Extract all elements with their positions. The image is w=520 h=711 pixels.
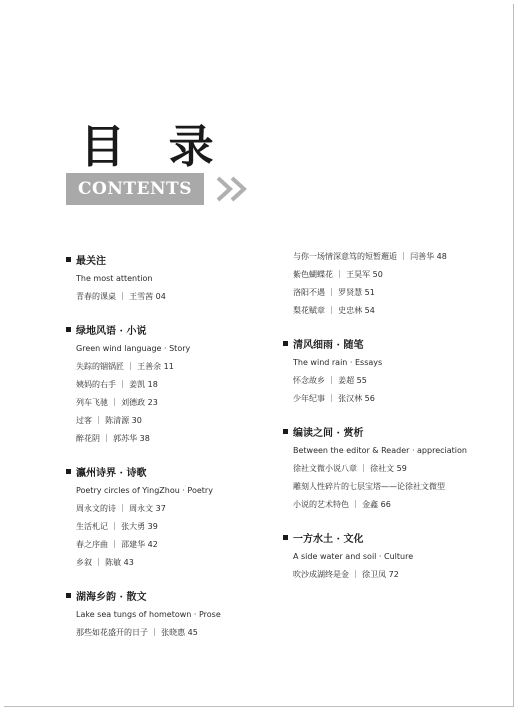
square-bullet-icon xyxy=(66,469,71,474)
section-subtitle: The most attention xyxy=(76,274,153,283)
toc-entry[interactable]: 过客 ｜ 陈清源 30 xyxy=(76,416,142,425)
toc-entry[interactable]: 醉花阴 ｜ 郭苏华 38 xyxy=(76,434,150,443)
section-title: 绿地风语 · 小说 xyxy=(76,325,147,337)
toc-right-column xyxy=(283,248,488,596)
toc-left-column xyxy=(66,248,271,654)
toc-entry[interactable]: 徐社文微小说八章 ｜ 徐社文 59 xyxy=(293,464,407,473)
toc-entry[interactable]: 紫色蝴蝶花 ｜ 王昊军 50 xyxy=(293,270,383,279)
section-subtitle: A side water and soil · Culture xyxy=(293,552,414,561)
section-subtitle: The wind rain · Essays xyxy=(293,358,383,367)
toc-section xyxy=(66,248,271,306)
section-subtitle: Lake sea tungs of hometown · Prose xyxy=(76,610,221,619)
toc-entry[interactable]: 少年纪事 ｜ 张汉林 56 xyxy=(293,394,375,403)
section-subtitle: Green wind language · Story xyxy=(76,344,191,353)
toc-entry[interactable]: 周永文的诗 ｜ 周永文 37 xyxy=(76,504,166,513)
toc-entry[interactable]: 那些如花盛开的日子 ｜ 张晓惠 45 xyxy=(76,628,198,637)
toc-entry[interactable]: 生活札记 ｜ 张大勇 39 xyxy=(76,522,158,531)
square-bullet-icon xyxy=(283,429,288,434)
toc-entry[interactable]: 洛阳不遇 ｜ 罗贤慧 51 xyxy=(293,288,375,297)
section-title: 湖海乡韵 · 散文 xyxy=(76,591,147,603)
square-bullet-icon xyxy=(283,341,288,346)
toc-entry[interactable]: 乡叙 ｜ 陈敏 43 xyxy=(76,558,134,567)
section-title: 一方水土 · 文化 xyxy=(293,533,364,545)
toc-entry[interactable]: 梨花赋章 ｜ 史忠林 54 xyxy=(293,306,375,315)
toc-entry[interactable]: 青春的课桌 ｜ 王雪茜 04 xyxy=(76,292,166,301)
section-subtitle: Between the editor & Reader · appreciation xyxy=(293,446,467,455)
toc-entry[interactable]: 怀念故乡 ｜ 姜超 55 xyxy=(293,376,367,385)
contents-banner: CONTENTS xyxy=(66,173,204,205)
toc-entry[interactable]: 与你一场情深意笃的短暂邂逅 ｜ 闫善华 48 xyxy=(293,252,447,261)
toc-section xyxy=(283,526,488,584)
section-title: 清风细雨 · 随笔 xyxy=(293,339,364,351)
square-bullet-icon xyxy=(66,257,71,262)
toc-entry[interactable]: 失踪的锢锅匠 ｜ 王善余 11 xyxy=(76,362,174,371)
toc-entry[interactable]: 雕刻人性碎片的七层宝塔——论徐社文微型 xyxy=(293,482,445,491)
toc-continued-entries xyxy=(283,248,488,320)
toc-entry[interactable]: 春之序曲 ｜ 邵建华 42 xyxy=(76,540,158,549)
toc-section xyxy=(66,460,271,572)
toc-entry[interactable]: 小说的艺术特色 ｜ 金鑫 66 xyxy=(293,500,391,509)
section-title: 瀛州诗界 · 诗歌 xyxy=(76,467,147,479)
section-title: 编读之间 · 赏析 xyxy=(293,427,364,439)
toc-section xyxy=(283,420,488,514)
toc-entry[interactable]: 列车飞驰 ｜ 刘德政 23 xyxy=(76,398,158,407)
section-subtitle: Poetry circles of YingZhou · Poetry xyxy=(76,486,213,495)
square-bullet-icon xyxy=(283,535,288,540)
square-bullet-icon xyxy=(66,327,71,332)
section-title: 最关注 xyxy=(76,255,106,267)
toc-section xyxy=(66,318,271,448)
double-chevron-right-icon xyxy=(216,176,250,202)
page-title: 目 录 xyxy=(80,120,228,173)
toc-section xyxy=(66,584,271,642)
square-bullet-icon xyxy=(66,593,71,598)
toc-section xyxy=(283,332,488,408)
toc-entry[interactable]: 吹沙成湖终是金 ｜ 徐卫凤 72 xyxy=(293,570,399,579)
toc-entry[interactable]: 姨妈的右手 ｜ 姜凯 18 xyxy=(76,380,158,389)
